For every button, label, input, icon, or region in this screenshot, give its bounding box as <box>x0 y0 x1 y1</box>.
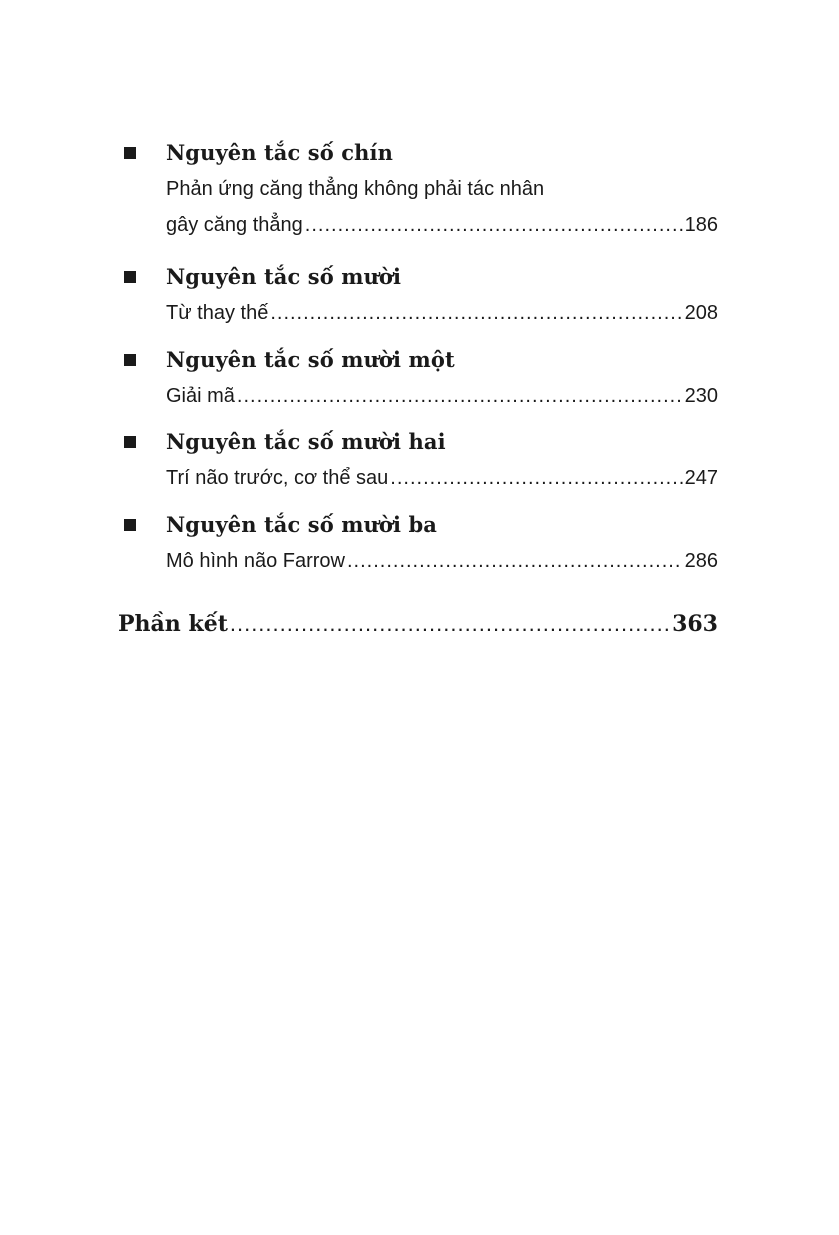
section-heading: Nguyên tắc số chín <box>166 140 393 165</box>
dot-leader <box>270 300 682 326</box>
section-heading: Nguyên tắc số mười hai <box>166 429 446 454</box>
page-number: 286 <box>684 550 718 572</box>
toc-line[interactable] <box>166 465 718 491</box>
dot-leader <box>305 212 683 238</box>
toc-line-text: Trí não trước, cơ thể sau <box>166 467 389 489</box>
toc-line[interactable] <box>166 212 718 238</box>
section-heading: Nguyên tắc số mười <box>166 264 402 289</box>
dot-leader <box>230 610 670 638</box>
dot-leader <box>237 383 683 409</box>
toc-line-text: Mô hình não Farrow <box>166 550 345 572</box>
square-bullet-icon <box>124 354 136 366</box>
square-bullet-icon <box>124 147 136 159</box>
section-heading: Nguyên tắc số mười ba <box>166 512 438 537</box>
square-bullet-icon <box>124 436 136 448</box>
toc-line-text: Giải mã <box>166 385 235 407</box>
page-number: 186 <box>684 214 718 236</box>
toc-line-text: Từ thay thế <box>166 302 269 324</box>
final-page-number: 363 <box>672 611 718 637</box>
page-number: 247 <box>684 467 718 489</box>
section-heading: Nguyên tắc số mười một <box>166 347 455 372</box>
toc-line[interactable] <box>166 548 718 574</box>
square-bullet-icon <box>124 271 136 283</box>
page-number: 230 <box>684 385 718 407</box>
dot-leader <box>347 548 683 574</box>
page-number: 208 <box>684 302 718 324</box>
toc-line[interactable] <box>166 300 718 326</box>
toc-line-text: gây căng thẳng <box>166 214 303 236</box>
toc-line <box>166 176 718 202</box>
final-label: Phần kết <box>118 611 228 637</box>
dot-leader <box>390 465 682 491</box>
toc-line[interactable] <box>166 383 718 409</box>
toc-final-entry[interactable] <box>118 610 718 638</box>
toc-line-text: Phản ứng căng thẳng không phải tác nhân <box>166 178 545 200</box>
square-bullet-icon <box>124 519 136 531</box>
